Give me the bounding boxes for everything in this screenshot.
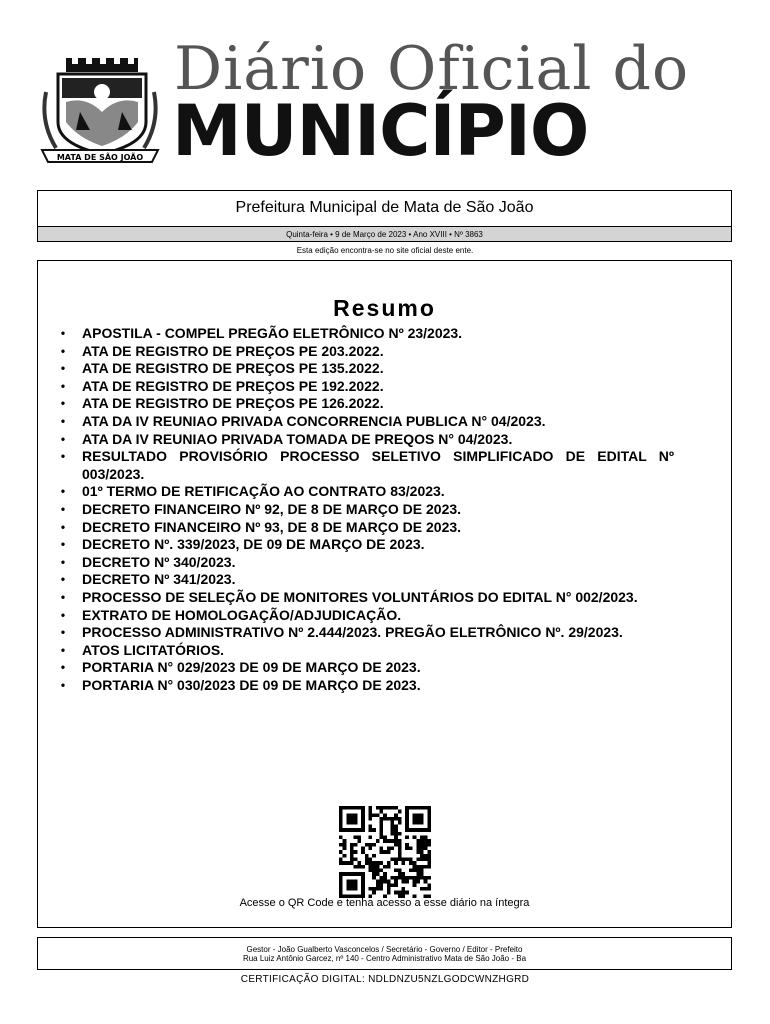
resumo-item-text: PORTARIA N° 030/2023 DE 09 DE MARÇO DE 2023. <box>82 676 421 693</box>
bullet-icon: • <box>60 554 66 569</box>
resumo-item[interactable] <box>58 519 674 537</box>
resumo-item[interactable] <box>58 607 674 625</box>
resumo-item[interactable] <box>58 483 674 501</box>
qr-code[interactable] <box>335 806 435 898</box>
resumo-item-text: ATA DA IV REUNIAO PRIVADA CONCORRENCIA PUBLICA N° 04/2023. <box>82 412 546 429</box>
resumo-item-text: DECRETO Nº 341/2023. <box>82 571 236 588</box>
bullet-icon: • <box>60 449 66 464</box>
resumo-item-text: DECRETO FINANCEIRO Nº 92, DE 8 DE MARÇO DE 2023. <box>82 500 462 517</box>
prefeitura-name: Prefeitura Municipal de Mata de São João <box>235 199 534 216</box>
footer-address-line: Rua Luiz Antônio Garcez, nº 140 - Centro Administrativo Mata de São João - Ba <box>242 954 527 963</box>
bullet-icon: • <box>60 642 66 657</box>
resumo-item[interactable] <box>58 501 674 519</box>
resumo-item-text: ATA DE REGISTRO DE PREÇOS PE 126.2022. <box>82 395 384 412</box>
bullet-icon: • <box>60 660 66 675</box>
bullet-icon: • <box>60 413 66 428</box>
edition-dateline: Quinta-feira • 9 de Março de 2023 • Ano XVIII • Nº 3863 <box>38 226 731 241</box>
resumo-item[interactable] <box>58 431 674 449</box>
bullet-icon: • <box>60 361 66 376</box>
masthead-title-line2: MUNICÍPIO <box>172 90 589 172</box>
resumo-item[interactable] <box>58 677 674 695</box>
bullet-icon: • <box>60 589 66 604</box>
resumo-item-text: PROCESSO ADMINISTRATIVO Nº 2.444/2023. PREGÃO ELETRÔNICO Nº. 29/2023. <box>82 624 623 641</box>
resumo-item[interactable] <box>58 624 674 642</box>
resumo-item-text: DECRETO Nº. 339/2023, DE 09 DE MARÇO DE 2023. <box>82 536 425 553</box>
footer-editorial-line: Gestor - João Gualberto Vasconcelos / Secretário - Governo / Editor - Prefeito <box>246 945 523 954</box>
prefeitura-header <box>37 190 732 242</box>
resumo-item-text: ATA DA IV REUNIAO PRIVADA TOMADA DE PREQOS N° 04/2023. <box>82 430 513 447</box>
bullet-icon: • <box>60 326 66 340</box>
resumo-item-text: RESULTADO PROVISÓRIO PROCESSO SELETIVO SIMPLIFICADO DE EDITAL Nº 003/2023. <box>82 448 674 482</box>
bullet-icon: • <box>60 607 66 622</box>
resumo-item-text: ATA DE REGISTRO DE PREÇOS PE 135.2022. <box>82 360 384 377</box>
resumo-item-text: ATOS LICITATÓRIOS. <box>82 641 225 658</box>
resumo-list <box>58 325 674 694</box>
resumo-panel <box>37 260 732 928</box>
resumo-item-text: DECRETO FINANCEIRO Nº 93, DE 8 DE MARÇO DE 2023. <box>82 518 462 535</box>
resumo-item-text: ATA DE REGISTRO DE PREÇOS PE 203.2022. <box>82 342 384 359</box>
resumo-item[interactable] <box>58 325 674 343</box>
masthead-title-line1: Diário Oficial do <box>174 34 690 104</box>
bullet-icon: • <box>60 519 66 534</box>
bullet-icon: • <box>60 677 66 692</box>
bullet-icon: • <box>60 625 66 640</box>
bullet-icon: • <box>60 343 66 358</box>
bullet-icon: • <box>60 396 66 411</box>
masthead <box>0 0 770 185</box>
bullet-icon: • <box>60 572 66 587</box>
resumo-item[interactable] <box>58 413 674 431</box>
resumo-item[interactable] <box>58 378 674 396</box>
municipal-crest-logo <box>36 52 164 170</box>
resumo-item[interactable] <box>58 642 674 660</box>
resumo-item-text: PROCESSO DE SELEÇÃO DE MONITORES VOLUNTÁRIOS DO EDITAL N° 002/2023. <box>82 588 638 605</box>
resumo-item-text: APOSTILA - COMPEL PREGÃO ELETRÔNICO Nº 23/2023. <box>82 325 463 341</box>
bullet-icon: • <box>60 537 66 552</box>
resumo-item[interactable] <box>58 571 674 589</box>
crest-banner-text: MATA DE SÃO JOÃO <box>56 153 144 162</box>
resumo-item-text: DECRETO Nº 340/2023. <box>82 553 236 570</box>
footer-box <box>37 937 732 970</box>
edition-note: Esta edição encontra-se no site oficial deste ente. <box>296 246 474 255</box>
resumo-item[interactable] <box>58 659 674 677</box>
resumo-item-text: EXTRATO DE HOMOLOGAÇÃO/ADJUDICAÇÃO. <box>82 606 402 623</box>
resumo-item-text: ATA DE REGISTRO DE PREÇOS PE 192.2022. <box>82 377 384 394</box>
bullet-icon: • <box>60 501 66 516</box>
resumo-item[interactable] <box>58 395 674 413</box>
resumo-item-text: PORTARIA N° 029/2023 DE 09 DE MARÇO DE 2023. <box>82 659 421 676</box>
resumo-item[interactable] <box>58 343 674 361</box>
resumo-item[interactable] <box>58 554 674 572</box>
bullet-icon: • <box>60 378 66 393</box>
resumo-item[interactable] <box>58 589 674 607</box>
bullet-icon: • <box>60 484 66 499</box>
resumo-item[interactable] <box>58 360 674 378</box>
digital-certification: CERTIFICAÇÃO DIGITAL: NDLDNZU5NZLGODCWNZHGRD <box>240 974 530 985</box>
resumo-item-text: 01º TERMO DE RETIFICAÇÃO AO CONTRATO 83/2023. <box>82 483 445 500</box>
qr-caption: Acesse o QR Code e tenha acesso a esse diário na íntegra <box>239 897 530 909</box>
resumo-item[interactable] <box>58 536 674 554</box>
resumo-item[interactable] <box>58 448 674 483</box>
bullet-icon: • <box>60 431 66 446</box>
resumo-title: Resumo <box>333 295 436 321</box>
